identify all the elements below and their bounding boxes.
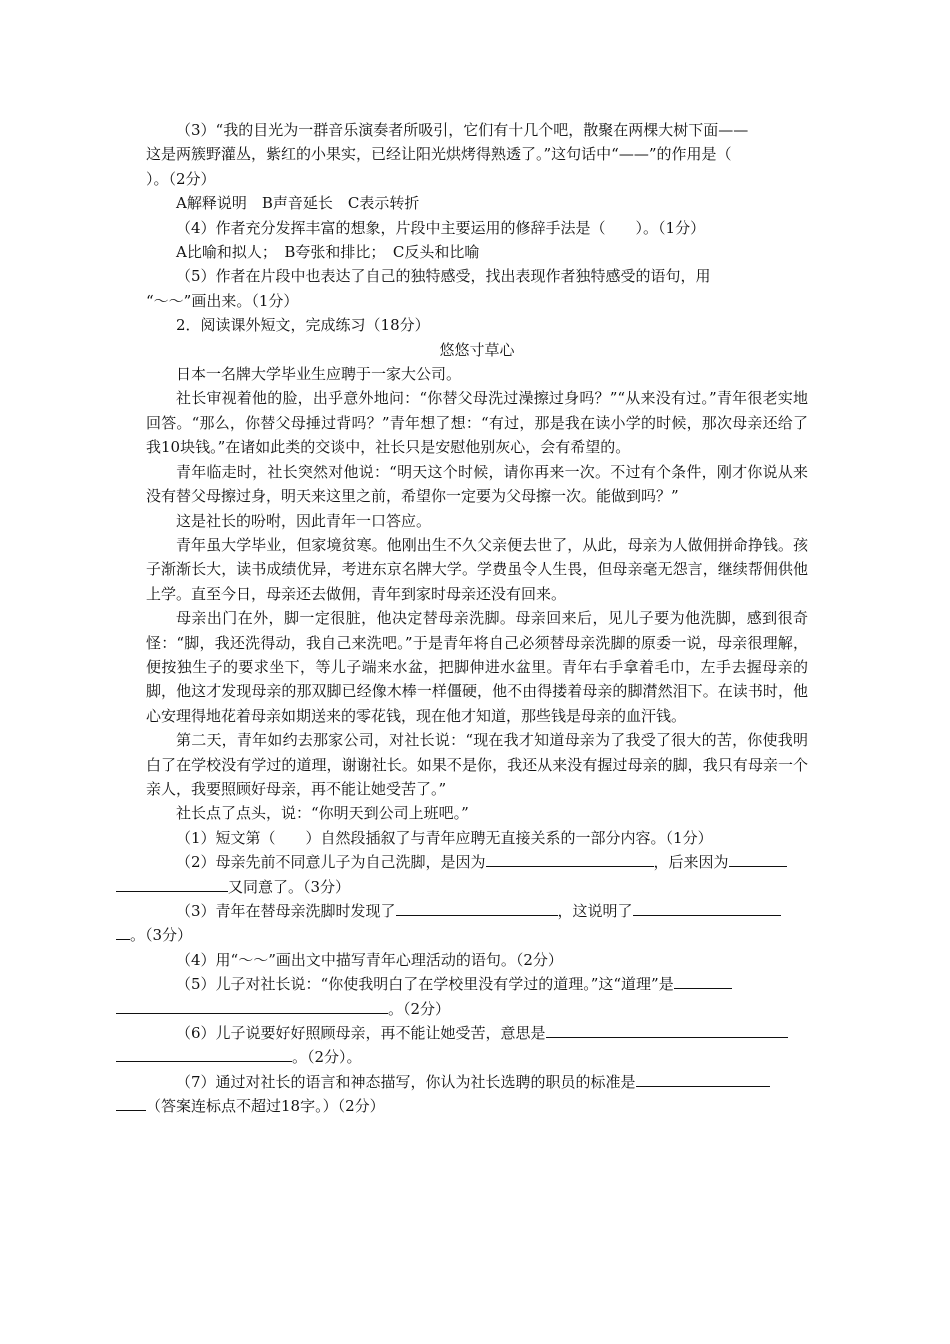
question-4: （4）用“～～”画出文中描写青年心理活动的语句。（2分） xyxy=(176,950,563,969)
passage-paragraph: 青年虽大学毕业，但家境贫寒。他刚出生不久父亲便去世了，从此，母亲为人做佣拼命挣钱。孩子渐渐长大，读书成绩优异，考进东京名牌大学。学费虽令人生畏，但母亲毫无怨言，继续帮佣供他上学。直至今日，母亲还去做佣，青年到家时母亲还没有回来。 xyxy=(146,535,808,603)
q5-line-2: “～～”画出来。（1分） xyxy=(146,291,299,310)
q3-line-1: （3）“我的目光为一群音乐演奏者所吸引，它们有十几个吧，散聚在两棵大树下面—— xyxy=(176,121,749,139)
exam-page xyxy=(130,118,808,1119)
question-3-text: 。（3分） xyxy=(130,926,193,945)
answer-blank[interactable] xyxy=(116,924,130,940)
answer-blank[interactable] xyxy=(116,1046,292,1062)
question-3-text: ，这说明了 xyxy=(557,902,633,920)
question-7-text: （7）通过对社长的语言和神态描写，你认为社长选聘的职员的标准是 xyxy=(176,1072,636,1091)
question-6-text: （6）儿子说要好好照顾母亲，再不能让她受苦，意思是 xyxy=(176,1024,546,1043)
answer-blank[interactable] xyxy=(396,900,558,916)
answer-blank[interactable] xyxy=(116,876,228,892)
question-6 xyxy=(146,1021,808,1070)
question-7 xyxy=(146,1070,808,1119)
passage-paragraph: 社长审视着他的脸，出乎意外地问：“你替父母洗过澡擦过身吗？”“从来没有过。”青年很老实地回答。“那么，你替父母捶过背吗？”青年想了想：“有过，那是我在读小学的时候，那次母亲还给了我10块钱。”在诸如此类的交谈中，社长只是安慰他别灰心，会有希望的。 xyxy=(146,389,808,457)
question-2-text: 又同意了。（3分） xyxy=(228,877,351,896)
question-5-text: （5）儿子对社长说：“你使我明白了在学校里没有学过的道理。”这“道理”是 xyxy=(176,975,674,994)
q4-options: A比喻和拟人； B夸张和排比； C反头和比喻 xyxy=(176,243,480,262)
question-7-text: （答案连标点不超过18字。）（2分） xyxy=(146,1097,385,1116)
answer-blank[interactable] xyxy=(636,1071,770,1087)
question-2-text: （2）母亲先前不同意儿子为自己洗脚，是因为 xyxy=(176,853,486,872)
question-3 xyxy=(130,899,808,948)
answer-blank[interactable] xyxy=(546,1022,788,1038)
question-6-text: 。（2分）。 xyxy=(292,1048,362,1067)
section-2-heading: 2．阅读课外短文，完成练习（18分） xyxy=(176,316,430,335)
question-5 xyxy=(146,972,808,1021)
q3-line-3: ）。（2分） xyxy=(146,169,216,188)
question-5-text: 。（2分） xyxy=(388,999,451,1018)
question-3-text: （3）青年在替母亲洗脚时发现了 xyxy=(176,902,396,920)
passage-paragraph: 青年临走时，社长突然对他说：“明天这个时候，请你再来一次。不过有个条件，刚才你说从来没有替父母擦过身，明天来这里之前，希望你一定要为父母擦一次。能做到吗？” xyxy=(146,462,808,506)
passage-paragraph: 社长点了点头，说：“你明天到公司上班吧。” xyxy=(176,804,469,823)
answer-blank[interactable] xyxy=(116,1095,146,1111)
answer-blank[interactable] xyxy=(116,998,388,1014)
q5-line-1: （5）作者在片段中也表达了自己的独特感受，找出表现作者独特感受的语句，用 xyxy=(176,267,711,286)
question-1: （1）短文第（ ）自然段插叙了与青年应聘无直接关系的一部分内容。（1分） xyxy=(176,828,713,847)
passage-paragraph: 这是社长的吩咐，因此青年一口答应。 xyxy=(176,511,432,530)
answer-blank[interactable] xyxy=(674,973,732,989)
q4-line: （4）作者充分发挥丰富的想象，片段中主要运用的修辞手法是（ ）。（1分） xyxy=(176,218,706,237)
q3-options: A解释说明 B声音延长 C表示转折 xyxy=(176,194,420,213)
question-2 xyxy=(146,850,808,899)
passage-title: 悠悠寸草心 xyxy=(439,340,515,359)
answer-blank[interactable] xyxy=(633,900,781,916)
passage-paragraph: 母亲出门在外，脚一定很脏，他决定替母亲洗脚。母亲回来后，见儿子要为他洗脚，感到很奇怪：“脚，我还洗得动，我自己来洗吧。”于是青年将自己必须替母亲洗脚的原委一说，母亲很理解，便按独生子的要求坐下，等儿子端来水盆，把脚伸进水盆里。青年右手拿着毛巾，左手去握母亲的脚，他这才发现母亲的那双脚已经像木棒一样僵硬，他不由得搂着母亲的脚潸然泪下。在读书时，他心安理得地花着母亲如期送来的零花钱，现在他才知道，那些钱是母亲的血汗钱。 xyxy=(146,609,808,725)
passage-paragraph: 第二天，青年如约去那家公司，对社长说：“现在我才知道母亲为了我受了很大的苦，你使我明白了在学校没有学过的道理，谢谢社长。如果不是你，我还从来没有握过母亲的脚，我只有母亲一个亲人，我要照顾好母亲，再不能让她受苦了。” xyxy=(146,731,808,798)
question-2-text: ，后来因为 xyxy=(653,853,729,872)
answer-blank[interactable] xyxy=(729,851,787,867)
answer-blank[interactable] xyxy=(486,851,654,867)
passage-paragraph: 日本一名牌大学毕业生应聘于一家大公司。 xyxy=(176,365,462,384)
q3-line-2: 这是两簇野灌丛，紫红的小果实，已经让阳光烘烤得熟透了。”这句话中“——”的作用是（ xyxy=(146,145,732,164)
